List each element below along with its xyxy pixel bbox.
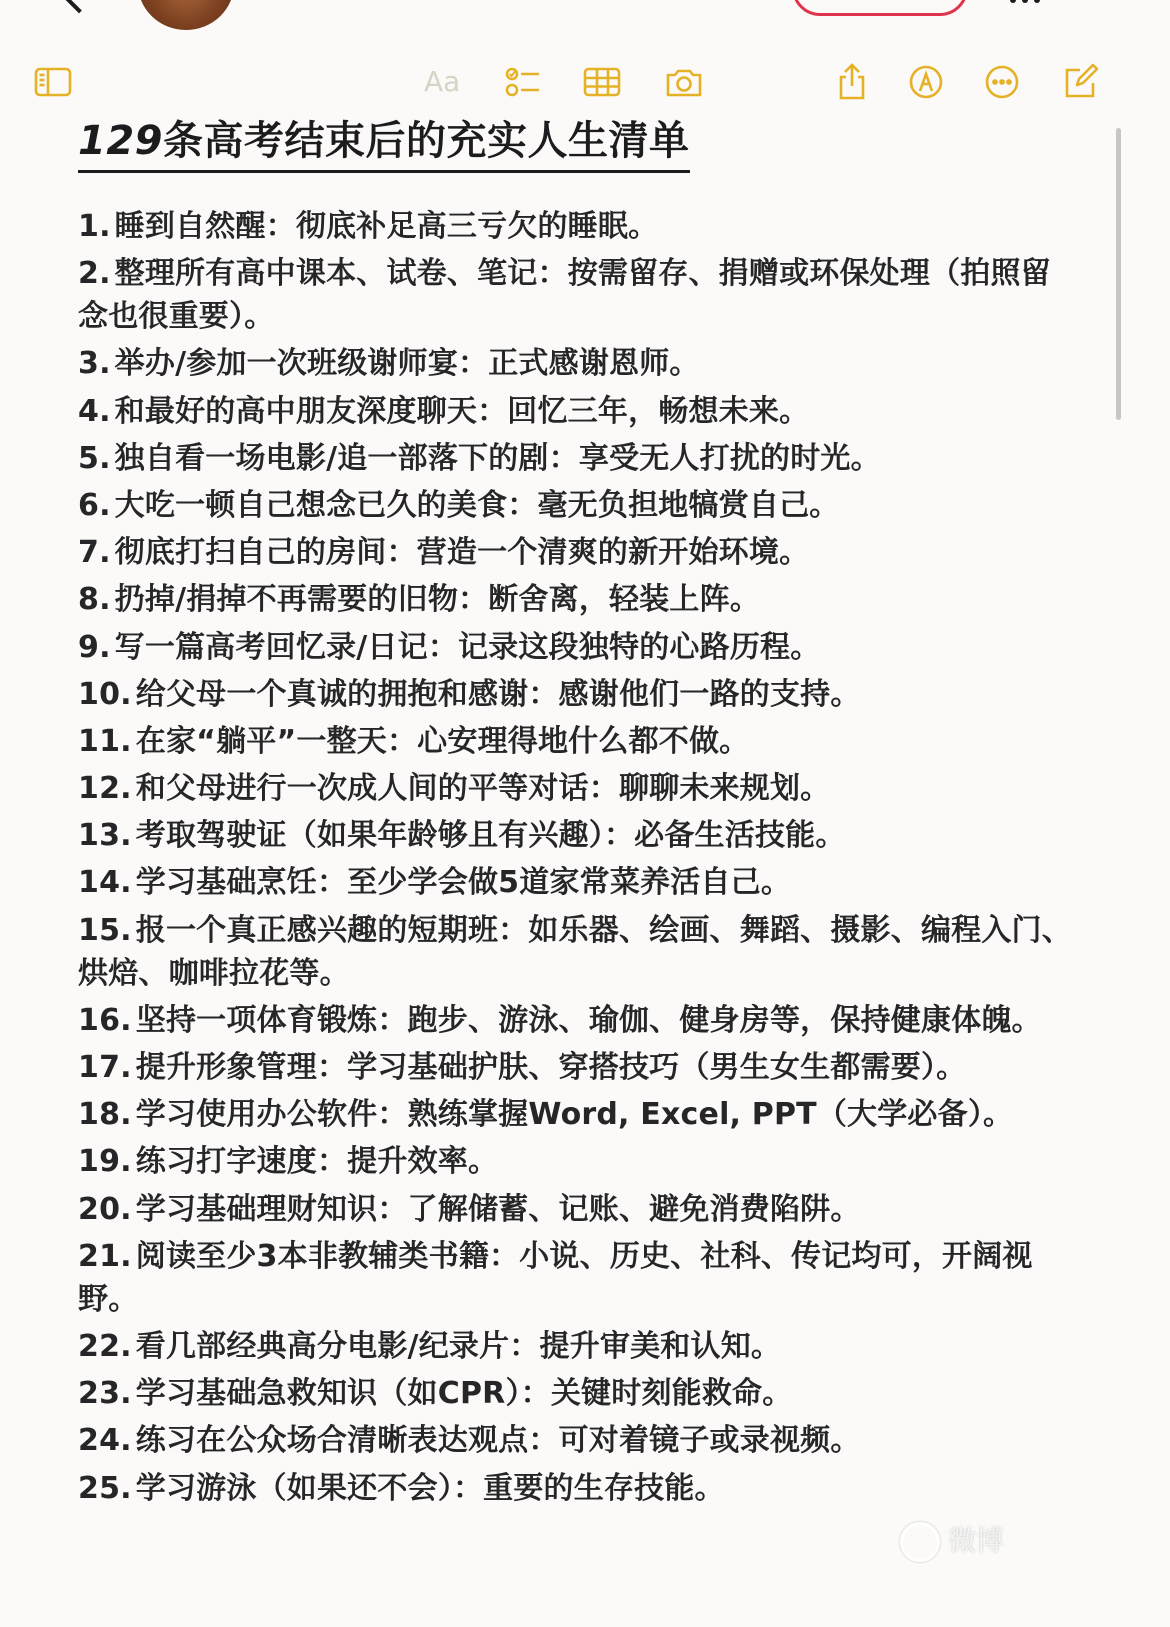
list-item: 11. 在家“躺平”一整天：心安理得地什么都不做。 [78, 723, 750, 759]
checklist-icon[interactable] [502, 62, 542, 102]
list-item: 20. 学习基础理财知识：了解储蓄、记账、避免消费陷阱。 [78, 1191, 861, 1227]
list-item: 10. 给父母一个真诚的拥抱和感谢：感谢他们一路的支持。 [78, 676, 861, 712]
avatar[interactable] [138, 0, 234, 30]
list-item: 22. 看几部经典高分电影/纪录片：提升审美和认知。 [78, 1328, 782, 1364]
follow-button[interactable] [792, 0, 968, 16]
markup-pen-icon[interactable] [906, 62, 946, 102]
list-item: 3. 举办/参加一次班级谢师宴：正式感谢恩师。 [78, 346, 700, 382]
list-item: 15. 报一个真正感兴趣的短期班：如乐器、绘画、舞蹈、摄影、编程入门、烘焙、咖啡拉花等。 [78, 912, 1072, 991]
checklist [78, 205, 1078, 1510]
watermark [900, 1516, 1130, 1566]
notes-toolbar [0, 56, 1170, 108]
weibo-logo-icon [900, 1522, 940, 1562]
list-item: 19. 练习打字速度：提升效率。 [78, 1144, 499, 1180]
watermark-text: 微博 [948, 1524, 1005, 1557]
scroll-indicator[interactable] [1116, 128, 1121, 420]
list-item: 16. 坚持一项体育锻炼：跑步、游泳、瑜伽、健身房等，保持健康体魄。 [78, 1002, 1042, 1038]
compose-icon[interactable] [1060, 62, 1100, 102]
list-item: 6. 大吃一顿自己想念已久的美食：毫无负担地犒赏自己。 [78, 487, 840, 523]
format-text-button[interactable]: Aa [424, 65, 461, 98]
list-item: 18. 学习使用办公软件：熟练掌握Word, Excel, PPT（大学必备）。 [78, 1097, 1014, 1133]
list-item: 7. 彻底打扫自己的房间：营造一个清爽的新开始环境。 [78, 535, 810, 571]
note-title-number: 129 [78, 118, 163, 164]
list-item: 5. 独自看一场电影/追一部落下的剧：享受无人打扰的时光。 [78, 440, 881, 476]
list-item: 8. 扔掉/捐掉不再需要的旧物：断舍离，轻装上阵。 [78, 582, 761, 618]
note-title [78, 112, 690, 173]
table-icon[interactable] [582, 62, 622, 102]
top-navigation-strip [0, 0, 1170, 40]
note-title-text: 条高考结束后的充实人生清单 [163, 118, 690, 164]
list-item: 23. 学习基础急救知识（如CPR）：关键时刻能救命。 [78, 1376, 793, 1412]
back-chevron-icon[interactable] [61, 0, 98, 13]
list-item: 1. 睡到自然醒：彻底补足高三亏欠的睡眠。 [78, 209, 659, 244]
list-item: 13. 考取驾驶证（如果年龄够且有兴趣）：必备生活技能。 [78, 818, 846, 854]
note-body[interactable] [78, 112, 1078, 1514]
list-item: 4. 和最好的高中朋友深度聊天：回忆三年，畅想未来。 [78, 393, 810, 429]
list-item: 25. 学习游泳（如果还不会）：重要的生存技能。 [78, 1470, 725, 1506]
list-item: 2. 整理所有高中课本、试卷、笔记：按需留存、捐赠或环保处理（拍照留念也很重要）。 [78, 256, 1051, 335]
list-item: 21. 阅读至少3本非教辅类书籍：小说、历史、社科、传记均可，开阔视野。 [78, 1238, 1033, 1317]
list-item: 24. 练习在公众场合清晰表达观点：可对着镜子或录视频。 [78, 1423, 861, 1459]
list-item: 12. 和父母进行一次成人间的平等对话：聊聊未来规划。 [78, 771, 831, 807]
share-icon[interactable] [832, 62, 872, 102]
camera-icon[interactable] [664, 62, 704, 102]
list-item: 14. 学习基础烹饪：至少学会做5道家常菜养活自己。 [78, 865, 792, 901]
sidebar-icon[interactable] [34, 62, 74, 102]
list-item: 9. 写一篇高考回忆录/日记：记录这段独特的心路历程。 [78, 629, 821, 665]
list-item: 17. 提升形象管理：学习基础护肤、穿搭技巧（男生女生都需要）。 [78, 1050, 967, 1085]
ellipsis-circle-icon[interactable] [982, 62, 1022, 102]
